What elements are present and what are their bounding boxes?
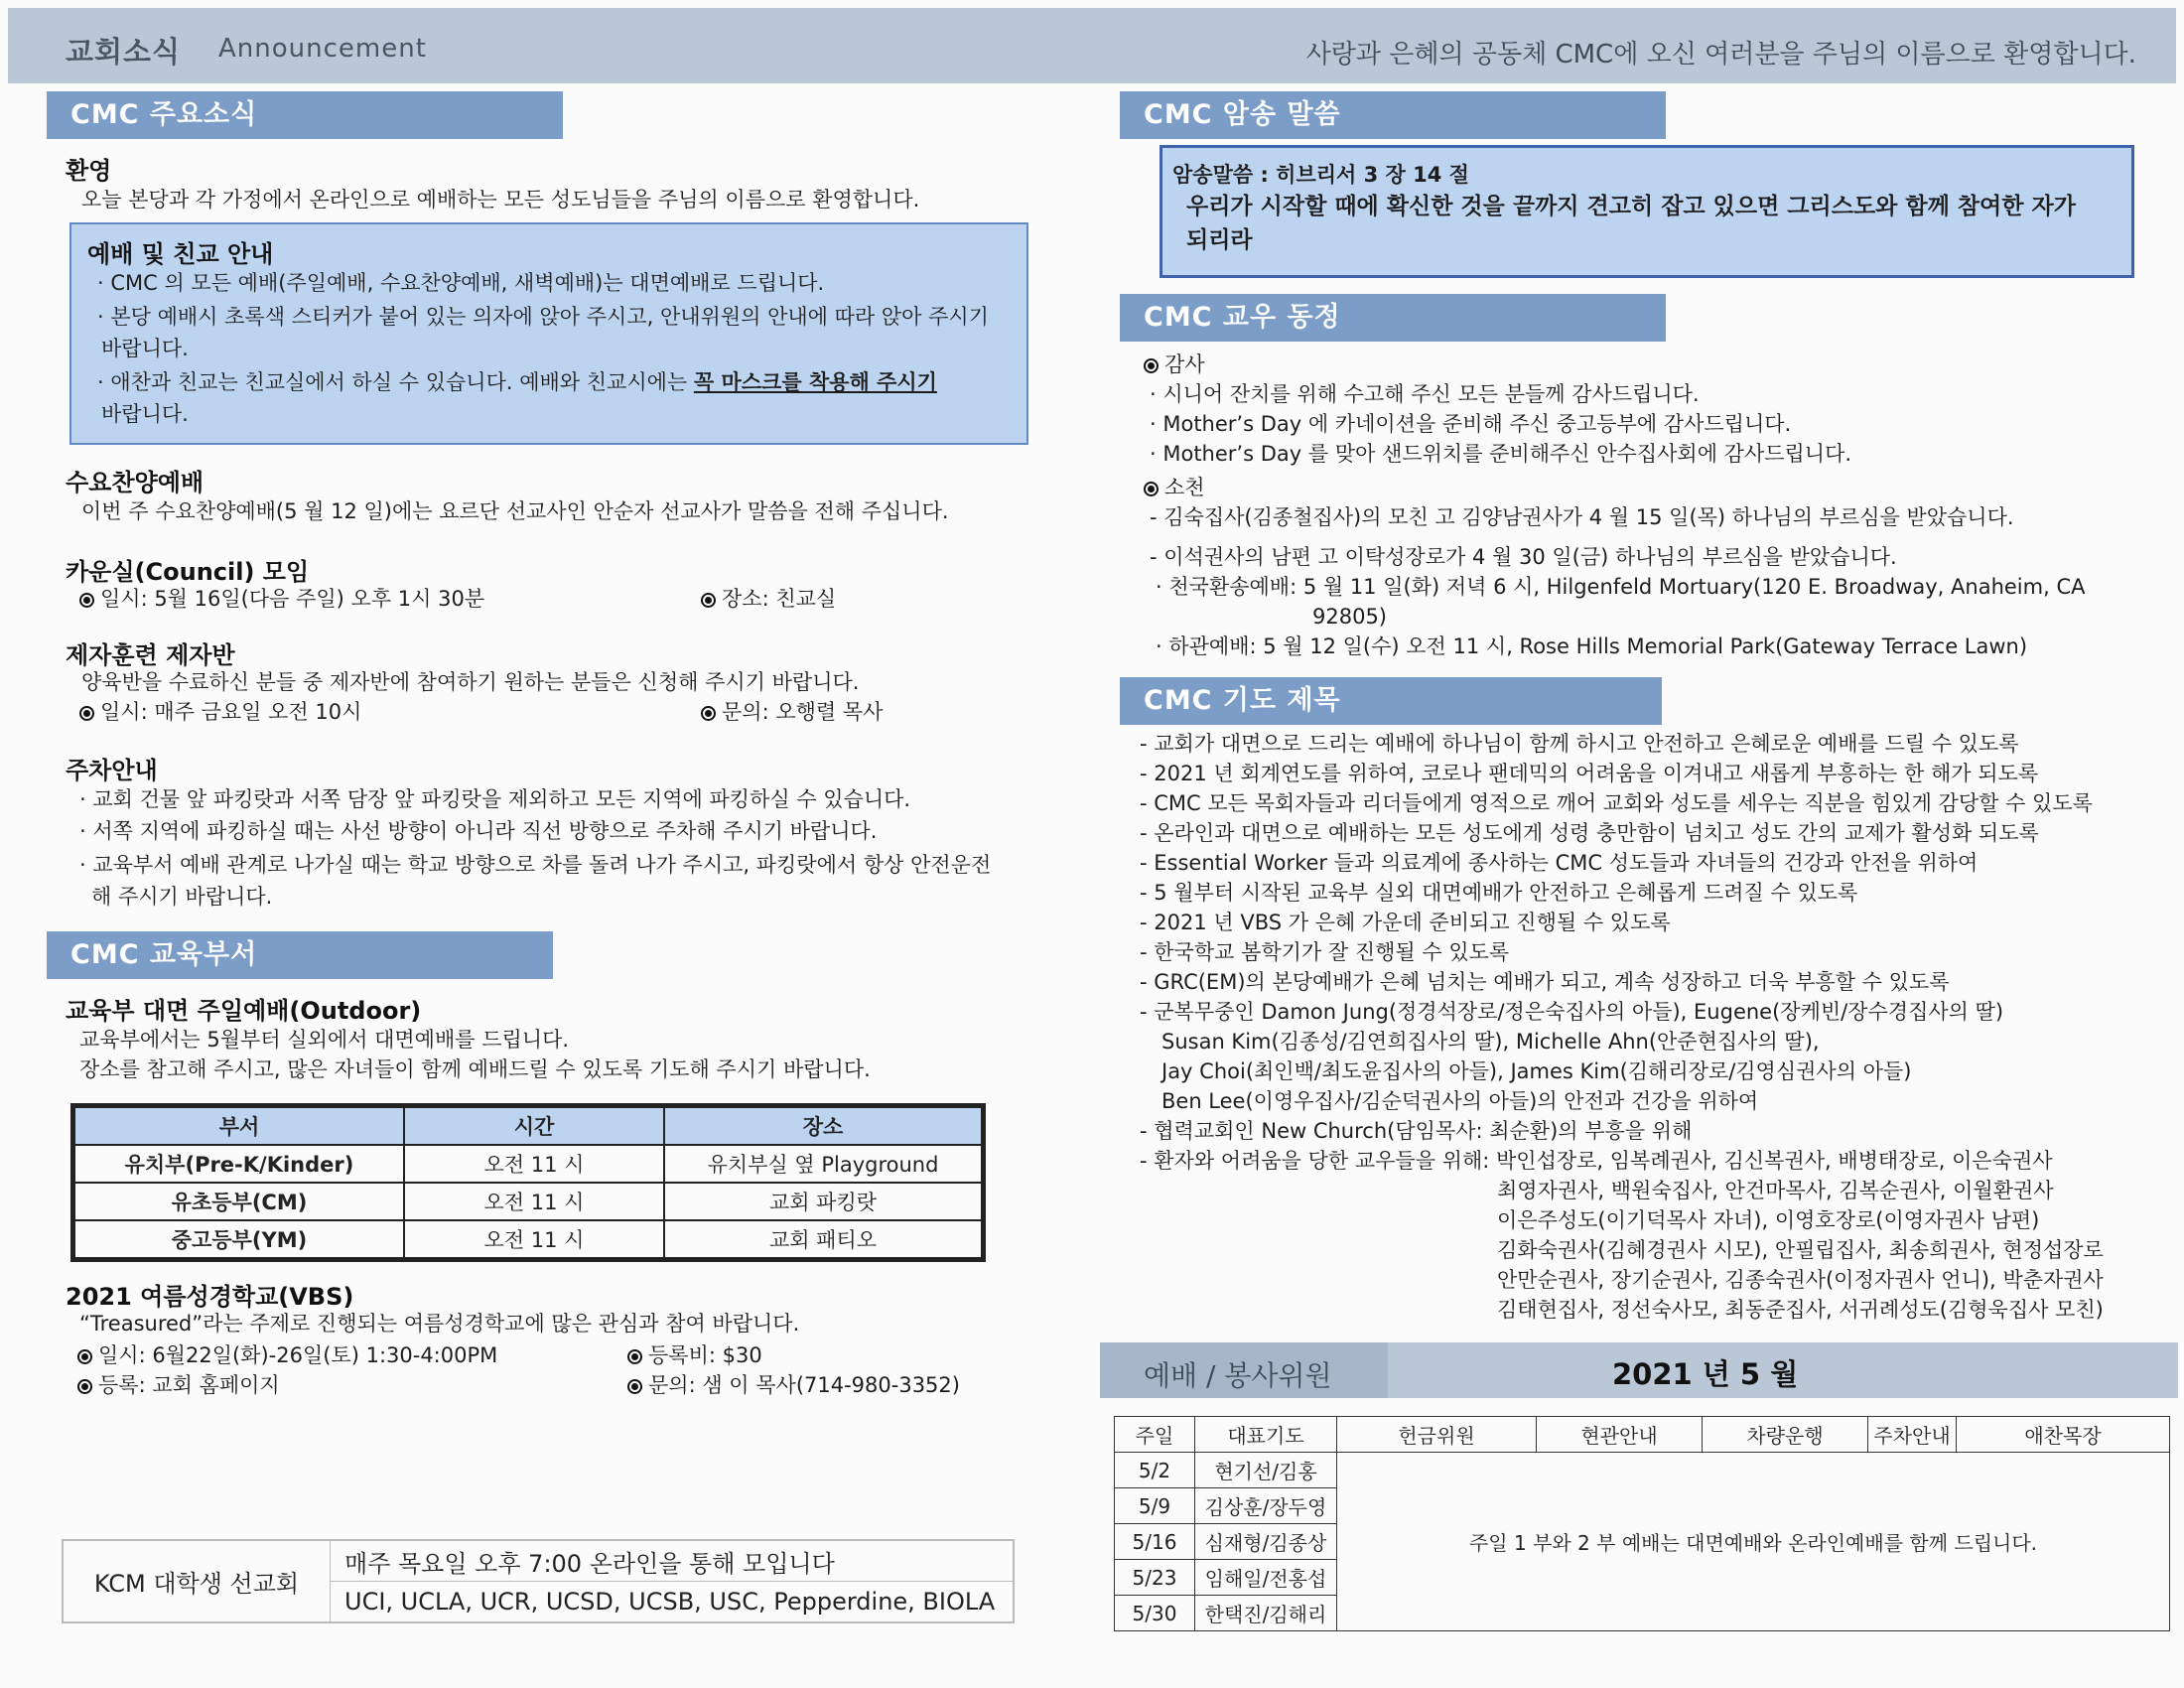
table-cell: 심재형/김종상 — [1195, 1524, 1337, 1560]
column-header: 현관안내 — [1537, 1417, 1703, 1453]
disciple-date: 일시: 매주 금요일 오전 10시 — [79, 697, 361, 727]
welcome-heading: 환영 — [66, 157, 112, 185]
service-header-bar — [1100, 1342, 2178, 1398]
patient-line: 김태현집사, 정선숙사모, 최동준집사, 서귀례성도(김형욱집사 모친) — [1497, 1298, 2104, 1322]
disciple-text: 양육반을 수료하신 분들 중 제자반에 참여하기 원하는 분들은 신청해 주시기 바랍니다. — [81, 670, 860, 694]
table-cell: 유치부(Pre-K/Kinder) — [74, 1145, 404, 1183]
table-cell: 유치부실 옆 Playground — [664, 1145, 982, 1183]
table-row — [74, 1220, 982, 1258]
table-cell: 중고등부(YM) — [74, 1220, 404, 1258]
column-header: 시간 — [404, 1107, 664, 1145]
prayer-item: - GRC(EM)의 본당예배가 은혜 넘치는 예배가 되고, 계속 성장하고 더욱 부흥할 수 있도록 — [1140, 970, 1950, 994]
table-cell: 5/30 — [1115, 1596, 1195, 1631]
column-header: 차량운행 — [1703, 1417, 1868, 1453]
vbs-text: “Treasured”라는 주제로 진행되는 여름성경학교에 많은 관심과 참여 바랍니다. — [79, 1312, 800, 1336]
council-date: 일시: 5월 16일(다음 주일) 오후 1시 30분 — [79, 584, 484, 614]
council-heading: 카운실(Council) 모임 — [66, 558, 310, 586]
prayer-item: Susan Kim(김종성/김연희집사의 딸), Michelle Ahn(안준현집사의 딸), — [1161, 1030, 1820, 1054]
prayer-item: - 협력교회인 New Church(담임목사: 최순환)의 부흥을 위해 — [1140, 1119, 1693, 1143]
verse-text: 되리라 — [1186, 227, 1253, 253]
vbs-date: 일시: 6월22일(화)-26일(토) 1:30-4:00PM — [77, 1340, 497, 1370]
patient-line: 최영자권사, 백원숙집사, 안건마목사, 김복순권사, 이월환권사 — [1497, 1179, 2054, 1202]
table-cell: 5/16 — [1115, 1524, 1195, 1560]
edu-heading: 교육부 대면 주일예배(Outdoor) — [66, 997, 422, 1025]
column-header: 주일 — [1115, 1417, 1195, 1453]
worship-box-line: · 본당 예배시 초록색 스티커가 붙어 있는 의자에 앉아 주시고, 안내위원의 안내에 따라 앉아 주시기 — [97, 305, 989, 329]
target-bullet-icon — [701, 706, 716, 721]
table-row — [1115, 1453, 2170, 1488]
kcm-name: KCM 대학생 선교회 — [63, 1540, 331, 1622]
vbs-contact: 문의: 샘 이 목사(714-980-3352) — [627, 1370, 960, 1400]
disciple-contact: 문의: 오행렬 목사 — [701, 697, 883, 727]
column-header: 장소 — [664, 1107, 982, 1145]
target-bullet-icon — [77, 1379, 92, 1394]
death-heading: 소천 — [1144, 473, 1205, 502]
edu-text: 교육부에서는 5월부터 실외에서 대면예배를 드립니다. — [79, 1028, 570, 1052]
table-cell: 오전 11 시 — [404, 1183, 664, 1220]
column-header: 부서 — [74, 1107, 404, 1145]
thanks-line: · 시니어 잔치를 위해 수고해 주신 모든 분들께 감사드립니다. — [1150, 382, 1700, 406]
table-cell: 교회 파킹랏 — [664, 1183, 982, 1220]
prayer-item: - 한국학교 봄학기가 잘 진행될 수 있도록 — [1140, 940, 1510, 964]
prayer-item: Ben Lee(이영우집사/김순덕권사의 아들)의 안전과 건강을 위하여 — [1161, 1089, 1759, 1113]
target-bullet-icon — [79, 593, 94, 608]
worship-box-line-text: · 애찬과 친교는 친교실에서 하실 수 있습니다. 예배와 친교시에는 — [97, 370, 694, 394]
parking-line: 해 주시기 바랍니다. — [91, 885, 273, 909]
thanks-line: · Mother’s Day 에 카네이션을 준비해 주신 중고등부에 감사드립니다. — [1150, 412, 1792, 436]
prayer-item: - 온라인과 대면으로 예배하는 모든 성도에게 성령 충만함이 넘치고 성도 간의 교제가 활성화 되도록 — [1140, 821, 2039, 845]
section-prayer-title: CMC 기도 제목 — [1120, 677, 1662, 725]
target-bullet-icon — [77, 1349, 92, 1364]
parking-line: · 교회 건물 앞 파킹랏과 서쪽 담장 앞 파킹랏을 제외하고 모든 지역에 파킹하실 수 있습니다. — [79, 787, 911, 811]
vbs-fee: 등록비: $30 — [627, 1340, 762, 1370]
disciple-heading: 제자훈련 제자반 — [66, 641, 235, 669]
prayer-item: Jay Choi(최인백/최도윤집사의 아들), James Kim(김해리장로/김영심권사의 아들) — [1161, 1059, 1912, 1083]
kcm-schools: UCI, UCLA, UCR, UCSD, UCSB, USC, Pepperdine, BIOLA — [331, 1582, 1015, 1623]
column-header: 헌금위원 — [1337, 1417, 1537, 1453]
council-place: 장소: 친교실 — [701, 584, 836, 614]
vbs-registration: 등록: 교회 홈페이지 — [77, 1370, 280, 1400]
column-header: 대표기도 — [1195, 1417, 1337, 1453]
header-title-kr: 교회소식 — [66, 35, 182, 69]
table-cell: 교회 패티오 — [664, 1220, 982, 1258]
edu-schedule-table — [73, 1106, 983, 1259]
header-bar — [8, 8, 2176, 83]
table-cell: 현기선/김홍 — [1195, 1453, 1337, 1488]
header-welcome-banner: 사랑과 은혜의 공동체 CMC에 오신 여러분을 주님의 이름으로 환영합니다. — [1305, 40, 2136, 70]
vbs-heading: 2021 여름성경학교(VBS) — [66, 1283, 354, 1311]
prayer-item: - CMC 모든 목회자들과 리더들에게 영적으로 깨어 교회와 성도를 세우는 직분을 힘있게 감당할 수 있도록 — [1140, 791, 2093, 815]
edu-text: 장소를 참고해 주시고, 많은 자녀들이 함께 예배드릴 수 있도록 기도해 주시기 바랍니다. — [79, 1057, 871, 1081]
table-row — [74, 1183, 982, 1220]
table-header-row — [1115, 1417, 2170, 1453]
service-schedule-table — [1114, 1416, 2170, 1631]
service-month: 2021 년 5 월 — [1612, 1357, 1799, 1391]
target-bullet-icon — [1144, 358, 1159, 373]
prayer-item: - 2021 년 VBS 가 은혜 가운데 준비되고 진행될 수 있도록 — [1140, 911, 1671, 934]
patient-line: 이은주성도(이기덕목사 자녀), 이영호장로(이영자권사 남편) — [1497, 1208, 2040, 1232]
kcm-info-table — [62, 1539, 1015, 1623]
worship-box-line: 바랍니다. — [101, 337, 189, 360]
header-title-en: Announcement — [218, 34, 427, 64]
table-cell: 오전 11 시 — [404, 1145, 664, 1183]
target-bullet-icon — [79, 706, 94, 721]
prayer-item: - Essential Worker 들과 의료계에 종사하는 CMC 성도들과 자녀들의 건강과 안전을 위하여 — [1140, 851, 1979, 875]
thanks-line: · Mother’s Day 를 맞아 샌드위치를 준비해주신 안수집사회에 감사드립니다. — [1150, 442, 1852, 466]
kcm-meeting-time: 매주 목요일 오후 7:00 온라인을 통해 모입니다 — [331, 1540, 1015, 1582]
worship-box-line — [97, 367, 937, 397]
welcome-text: 오늘 본당과 각 가정에서 온라인으로 예배하는 모든 성도님들을 주님의 이름으로 환영합니다. — [81, 188, 920, 211]
table-cell: 5/2 — [1115, 1453, 1195, 1488]
prayer-item: - 5 월부터 시작된 교육부 실외 대면예배가 안전하고 은혜롭게 드려질 수 있도록 — [1140, 881, 1858, 905]
target-bullet-icon — [627, 1379, 642, 1394]
table-cell: 오전 11 시 — [404, 1220, 664, 1258]
worship-box-line: · CMC 의 모든 예배(주일예배, 수요찬양예배, 새벽예배)는 대면예배로 드립니다. — [97, 271, 825, 295]
table-cell: 5/9 — [1115, 1488, 1195, 1524]
section-news-title: CMC 주요소식 — [47, 91, 563, 139]
death-line: - 김숙집사(김종철집사)의 모친 고 김양남권사가 4 월 15 일(목) 하나님의 부르심을 받았습니다. — [1150, 505, 2014, 529]
target-bullet-icon — [1144, 482, 1159, 496]
column-header: 애찬목장 — [1957, 1417, 2170, 1453]
memory-verse-box — [1160, 145, 2134, 278]
parking-line: · 교육부서 예배 관계로 나가실 때는 학교 방향으로 차를 돌려 나가 주시고, 파킹랏에서 항상 안전운전 — [79, 853, 992, 877]
patient-line: 김화숙권사(김혜경권사 시모), 안필립집사, 최송희권사, 현정섭장로 — [1497, 1238, 2104, 1262]
table-header-row — [74, 1107, 982, 1145]
column-header: 주차안내 — [1868, 1417, 1957, 1453]
section-edu-title: CMC 교육부서 — [47, 931, 553, 979]
prayer-item: - 교회가 대면으로 드리는 예배에 하나님이 함께 하시고 안전하고 은혜로운 예배를 드릴 수 있도록 — [1140, 732, 2019, 756]
parking-heading: 주차안내 — [66, 757, 158, 784]
service-note: 주일 1 부와 2 부 예배는 대면예배와 온라인예배를 함께 드립니다. — [1337, 1453, 2170, 1631]
worship-info-box — [69, 222, 1028, 445]
section-members-title: CMC 교우 동정 — [1120, 294, 1666, 342]
thanks-heading: 감사 — [1144, 350, 1205, 379]
death-line: 92805) — [1312, 605, 1387, 629]
parking-line: · 서쪽 지역에 파킹하실 때는 사선 방향이 아니라 직선 방향으로 주차해 주시기 바랍니다. — [79, 819, 878, 843]
death-line: · 하관예배: 5 월 12 일(수) 오전 11 시, Rose Hills Memorial Park(Gateway Terrace Lawn) — [1156, 634, 2028, 658]
wednesday-text: 이번 주 수요찬양예배(5 월 12 일)에는 요르단 선교사인 안순자 선교사가 말씀을 전해 주십니다. — [81, 499, 949, 523]
table-cell: 유초등부(CM) — [74, 1183, 404, 1220]
section-verse-title: CMC 암송 말씀 — [1120, 91, 1666, 139]
death-line: · 천국환송예배: 5 월 11 일(화) 저녁 6 시, Hilgenfeld Mortuary(120 E. Broadway, Anaheim, CA — [1156, 575, 2086, 599]
verse-reference: 암송말씀 : 히브리서 3 장 14 절 — [1172, 163, 1469, 187]
patient-line: 안만순권사, 장기순권사, 김종숙권사(이정자권사 언니), 박춘자권사 — [1497, 1268, 2104, 1292]
table-row — [74, 1145, 982, 1183]
target-bullet-icon — [701, 593, 716, 608]
wednesday-heading: 수요찬양예배 — [66, 469, 205, 496]
table-cell: 한택진/김해리 — [1195, 1596, 1337, 1631]
service-title: 예배 / 봉사위원 — [1144, 1359, 1332, 1392]
table-cell: 임해일/전홍섭 — [1195, 1560, 1337, 1596]
table-cell: 5/23 — [1115, 1560, 1195, 1596]
prayer-item: - 2021 년 회계연도를 위하여, 코로나 팬데믹의 어려움을 이겨내고 새롭게 부흥하는 한 해가 되도록 — [1140, 762, 2039, 785]
worship-box-title: 예배 및 친교 안내 — [87, 240, 274, 268]
target-bullet-icon — [627, 1349, 642, 1364]
death-line: - 이석권사의 남편 고 이탁성장로가 4 월 30 일(금) 하나님의 부르심을 받았습니다. — [1150, 545, 1897, 569]
prayer-item: - 군복무중인 Damon Jung(정경석장로/정은숙집사의 아들), Eugene(장케빈/장수경집사의 딸) — [1140, 1000, 2004, 1024]
table-row — [63, 1540, 1014, 1582]
worship-box-line: 바랍니다. — [101, 402, 189, 426]
verse-text: 우리가 시작할 때에 확신한 것을 끝까지 견고히 잡고 있으면 그리스도와 함께 참여한 자가 — [1186, 194, 2076, 219]
prayer-item: - 환자와 어려움을 당한 교우들을 위해: 박인섭장로, 임복례권사, 김신복권사, 배병태장로, 이은숙권사 — [1140, 1149, 2053, 1173]
table-cell: 김상훈/장두영 — [1195, 1488, 1337, 1524]
mask-notice-emphasis: 꼭 마스크를 착용해 주시기 — [693, 370, 937, 394]
